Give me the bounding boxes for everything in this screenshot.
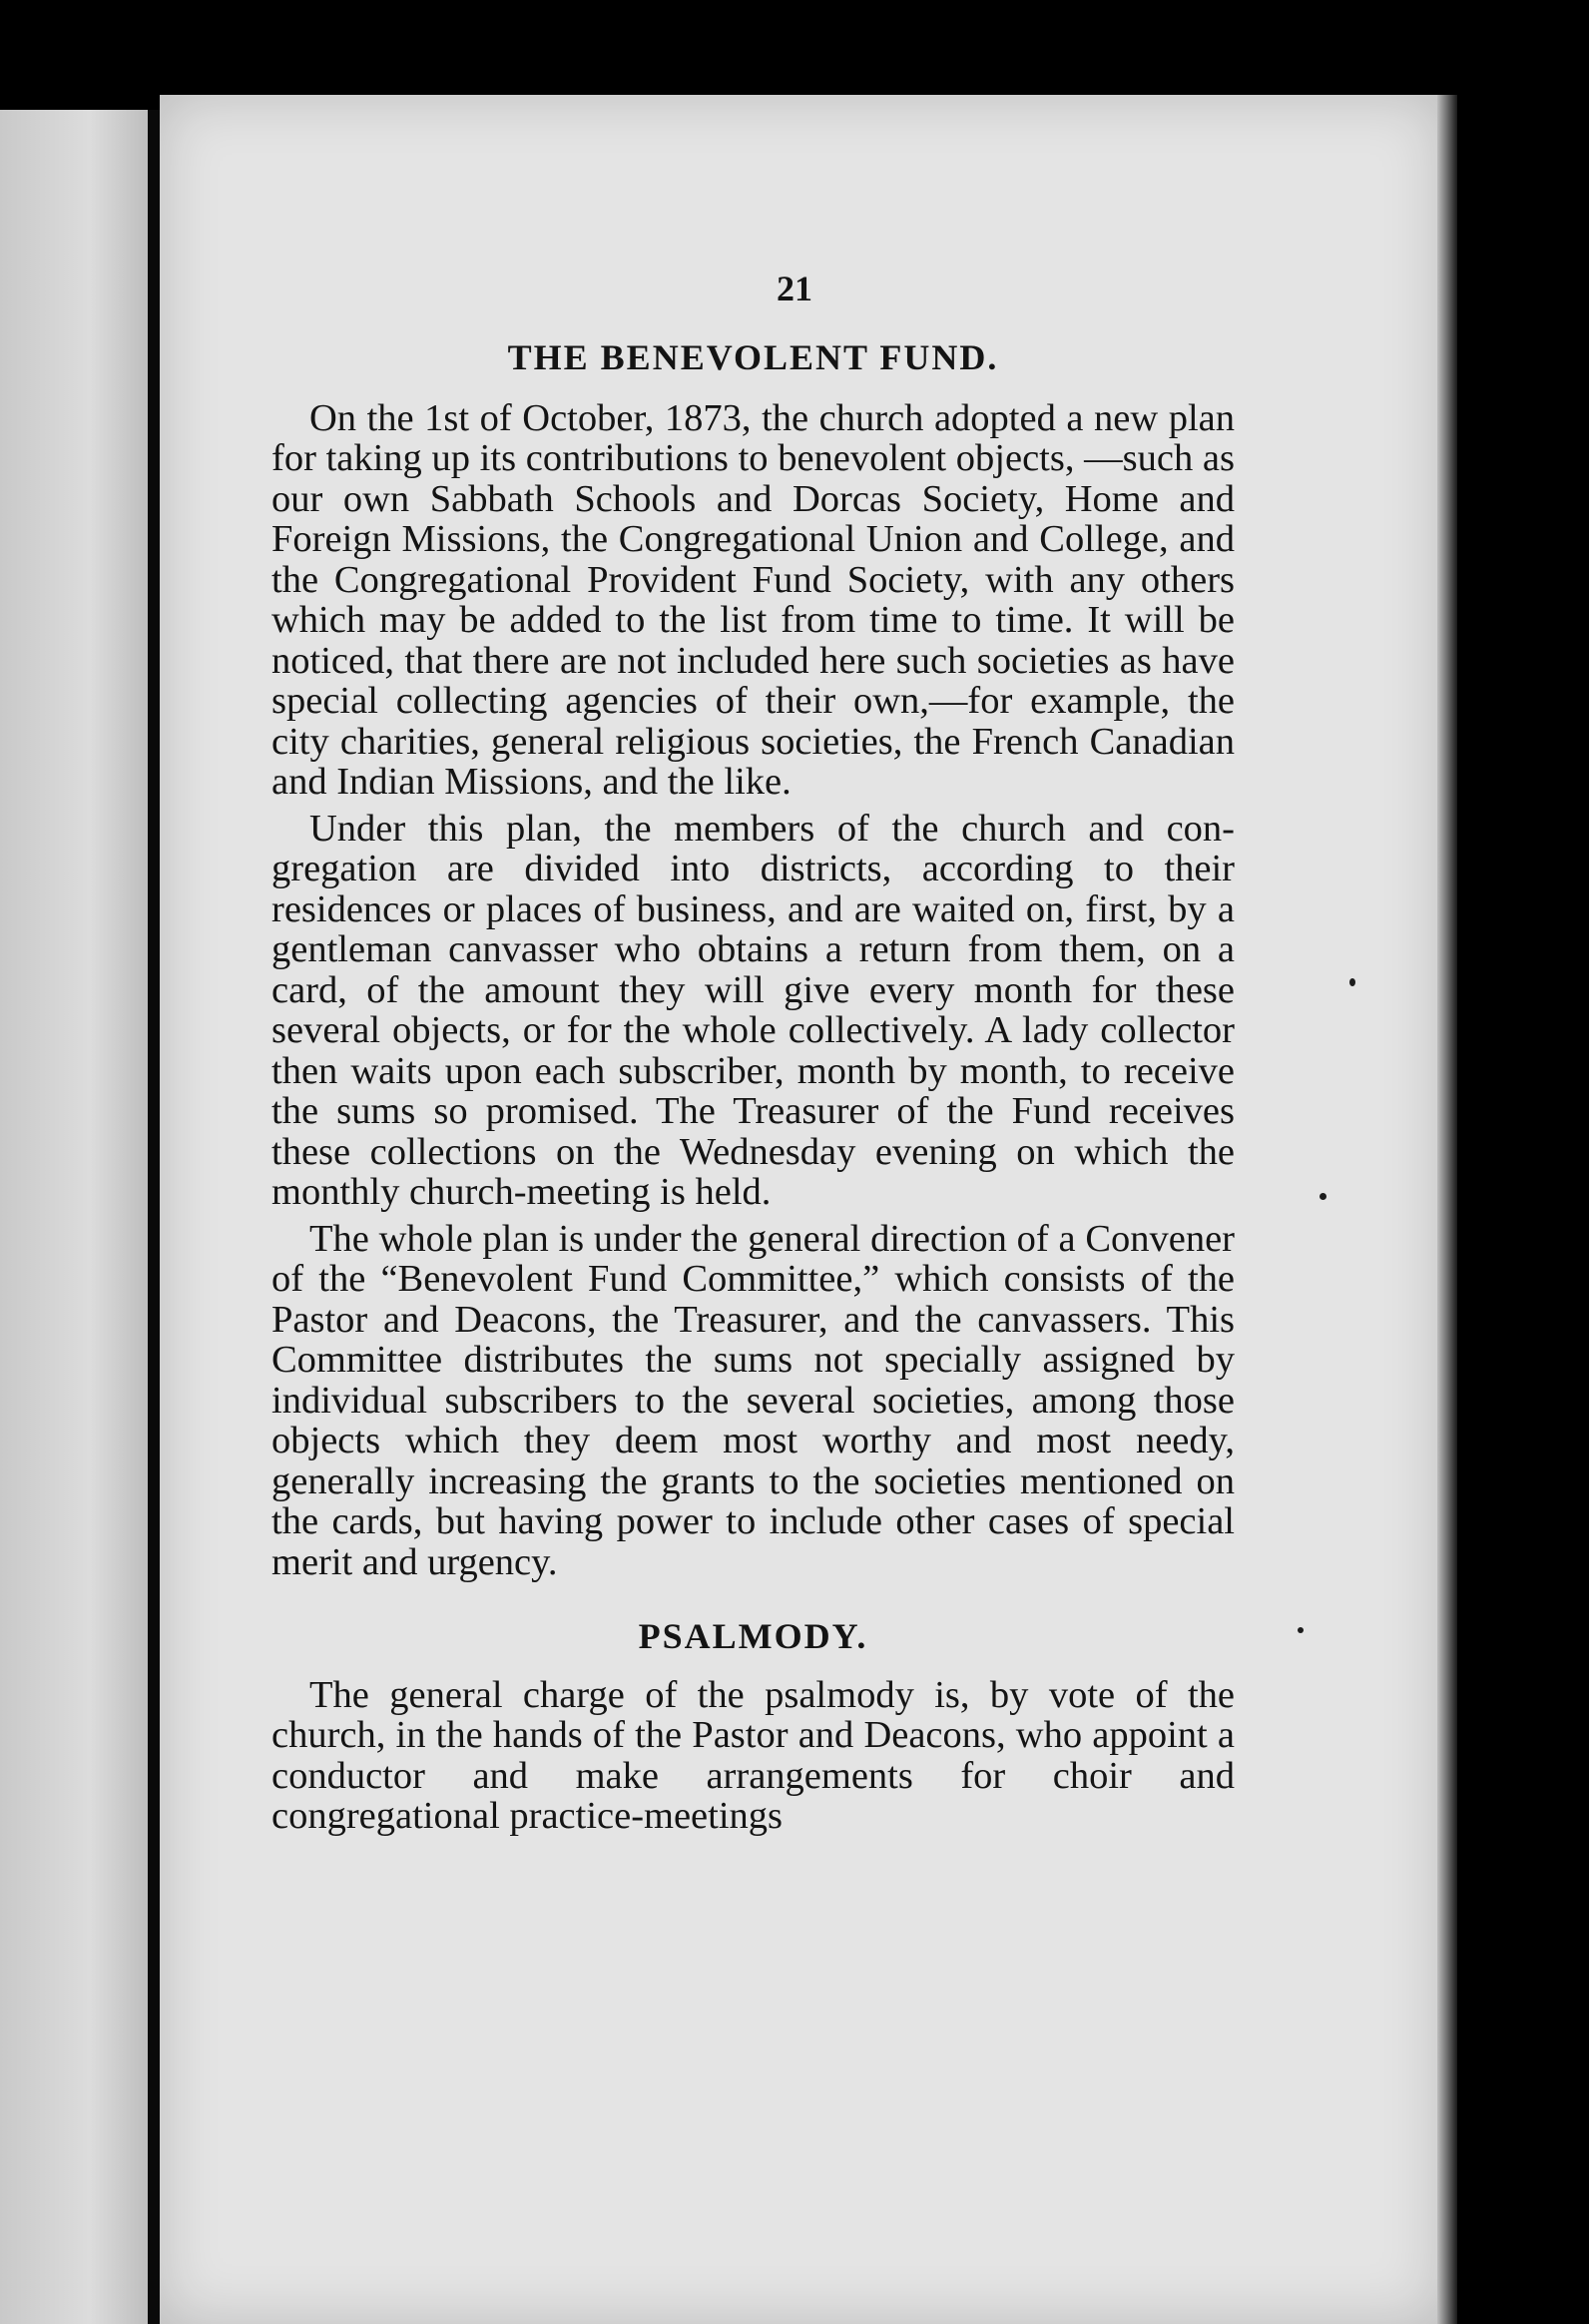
page-number: 21 [777,269,812,308]
page-body [271,337,1235,1843]
scan-speck [1298,1627,1304,1633]
paragraph: The general charge of the psalmody is, by vote of the church, in the hands of the Pastor and Deacons, who appoint a conductor and make arrangements for choir and congregational practice-meetings [271,1673,1235,1837]
paragraph: The whole plan is under the general direction of a Convener of the “Benevolent Fund Committee,” which consists of the Pastor and Deacons, the Treasurer, and the canvassers. This Committee distributes the sums not specially assigned by individual subscribers to the several societies, among those objects which they deem most worthy and most needy, generally increasing the grants to the societies mentioned on the cards, but having power to include other cases of special merit and urgency. [271,1217,1235,1583]
scan-speck [1349,978,1355,986]
section-heading-benevolent-fund: THE BENEVOLENT FUND. [507,337,999,377]
facing-page-edge [0,110,150,2324]
section-heading-psalmody: PSALMODY. [638,1616,868,1656]
paragraph: On the 1st of October, 1873, the church adopted a new plan for taking up its contributions to benevolent objects, —such as our own Sabbath Schools and Dorcas Society, Home and Foreign Missions, the Congregational Union and College, and the Congregational Provident Fund Society, with any others which may be added to the list from time to time. It will be noticed, that there are not included here such societies as have special collecting agencies of their own,—for example, the city charities, general religious societies, the French Canadian and Indian Missions, and the like. [271,396,1235,803]
paragraph: Under this plan, the members of the church and congregation are divided into districts, according to their residences or places of business, and are waited on, first, by a gentleman canvasser who obtains a return from them, on a card, of the amount they will give every month for these several objects, or for the whole collectively. A lady collector then waits upon each subscriber, month by month, to receive the sums so promised. The Treasurer of the Fund receives these collections on the Wednesday evening on which the monthly church-meeting is held. [271,807,1235,1213]
scan-speck [1320,1193,1326,1200]
book-gutter [148,110,160,2324]
page-edge-shadow [1437,95,1457,2324]
